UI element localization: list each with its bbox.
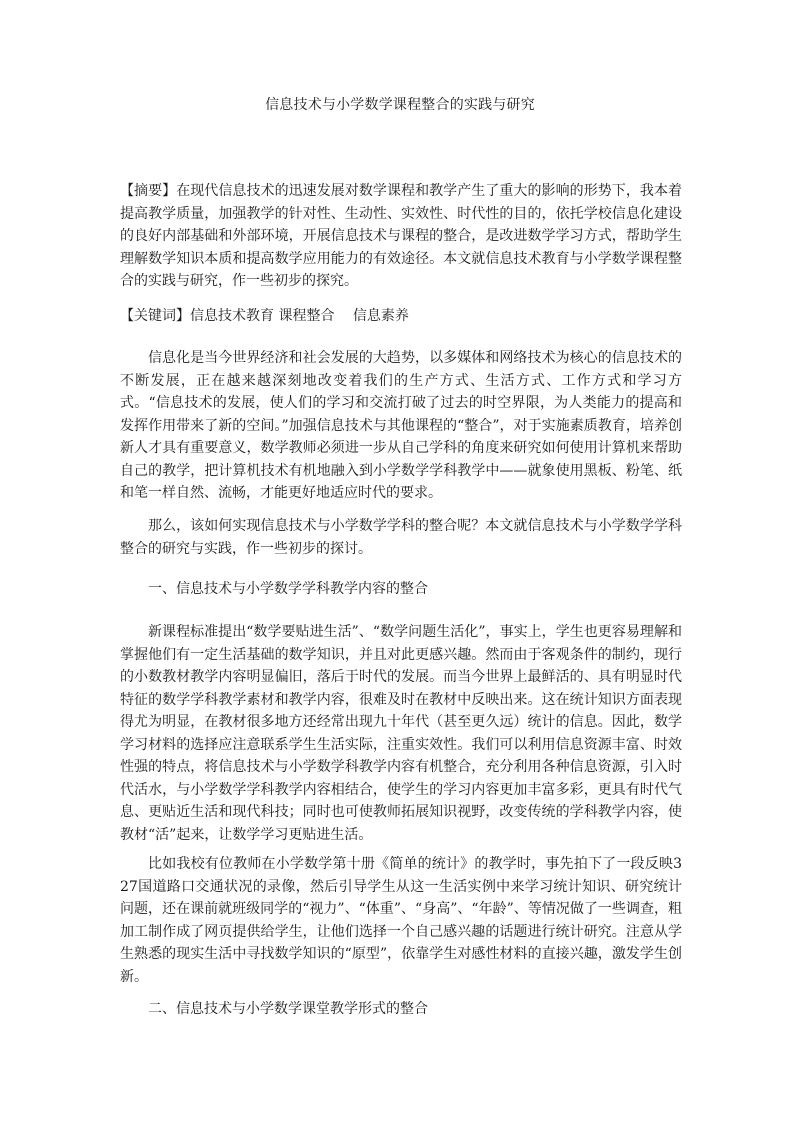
section-heading-1: 一、信息技术与小学数学学科教学内容的整合	[148, 581, 428, 597]
body-paragraph-4: 比如我校有位教师在小学数学第十册《简单的统计》的教学时，事先拍下了一段反映327国道路口交通状况的录像，然后引导学生从这一生活实例中来学习统计知识、研究统计问题，还在课前就班级同学的“视力”、“体重”、“身高”、“年龄”、等情况做了一些调查，粗加工制作成了网页提供给学生，让他们选择一个自己感兴趣的话题进行统计研究。注意从学生熟悉的现实生活中寻找数学知识的“原型”，依靠学生对感性材料的直接兴趣，激发学生创新。	[120, 856, 682, 985]
body-paragraph-1: 信息化是当今世界经济和社会发展的大趋势，以多媒体和网络技术为核心的信息技术的不断发展，正在越来越深刻地改变着我们的生产方式、生活方式、工作方式和学习方式。“信息技术的发展，使人们的学习和交流打破了过去的时空界限，为人类能力的提高和发挥作用带来了新的空间。”加强信息技术与其他课程的“整合”，对于实施素质教育，培养创新人才具有重要意义，数学教师必须进一步从自己学科的角度来研究如何使用计算机来帮助自己的教学，把计算机技术有机地融入到小学数学学科教学中——就象使用黑板、粉笔、纸和笔一样自然、流畅，才能更好地适应时代的要求。	[120, 350, 682, 501]
abstract-paragraph: 【摘要】在现代信息技术的迅速发展对数学课程和教学产生了重大的影响的形势下，我本着提高教学质量，加强教学的针对性、生动性、实效性、时代性的目的，依托学校信息化建设的良好内部基础和外部环境，开展信息技术与课程的整合，是改进数学学习方式，帮助学生理解数学知识本质和提高数学应用能力的有效途径。本文就信息技术教育与小学数学课程整合的实践与研究，作一些初步的探究。	[120, 183, 682, 289]
section-heading-2: 二、信息技术与小学数学课堂教学形式的整合	[148, 1001, 428, 1017]
keywords-line: 【关键词】信息技术教育 课程整合 信息素养	[120, 308, 409, 324]
body-paragraph-3: 新课程标准提出“数学要贴进生活”、“数学问题生活化”，事实上，学生也更容易理解和掌握他们有一定生活基础的数学知识，并且对此更感兴趣。然而由于客观条件的制约，现行的小数教材教学内容明显偏旧，落后于时代的发展。而当今世界上最鲜活的、具有明显时代特征的数学学科教学素材和教学内容，很难及时在教材中反映出来。这在统计知识方面表现得尤为明显，在教材很多地方还经常出现九十年代（甚至更久远）统计的信息。因此，数学学习材料的选择应注意联系学生生活实际，注重实效性。我们可以利用信息资源丰富、时效性强的特点，将信息技术与小学数学科教学内容有机整合，充分利用各种信息资源，引入时代活水，与小学数学学科教学内容相结合，使学生的学习内容更加丰富多彩，更具有时代气息、更贴近生活和现代科技；同时也可使教师拓展知识视野，改变传统的学科教学内容，使教材“活”起来，让数学学习更贴进生活。	[120, 624, 682, 843]
document-title: 信息技术与小学数学课程整合的实践与研究	[265, 97, 535, 113]
body-paragraph-2: 那么，该如何实现信息技术与小学数学学科的整合呢？本文就信息技术与小学数学学科整合的研究与实践，作一些初步的探讨。	[120, 518, 682, 557]
